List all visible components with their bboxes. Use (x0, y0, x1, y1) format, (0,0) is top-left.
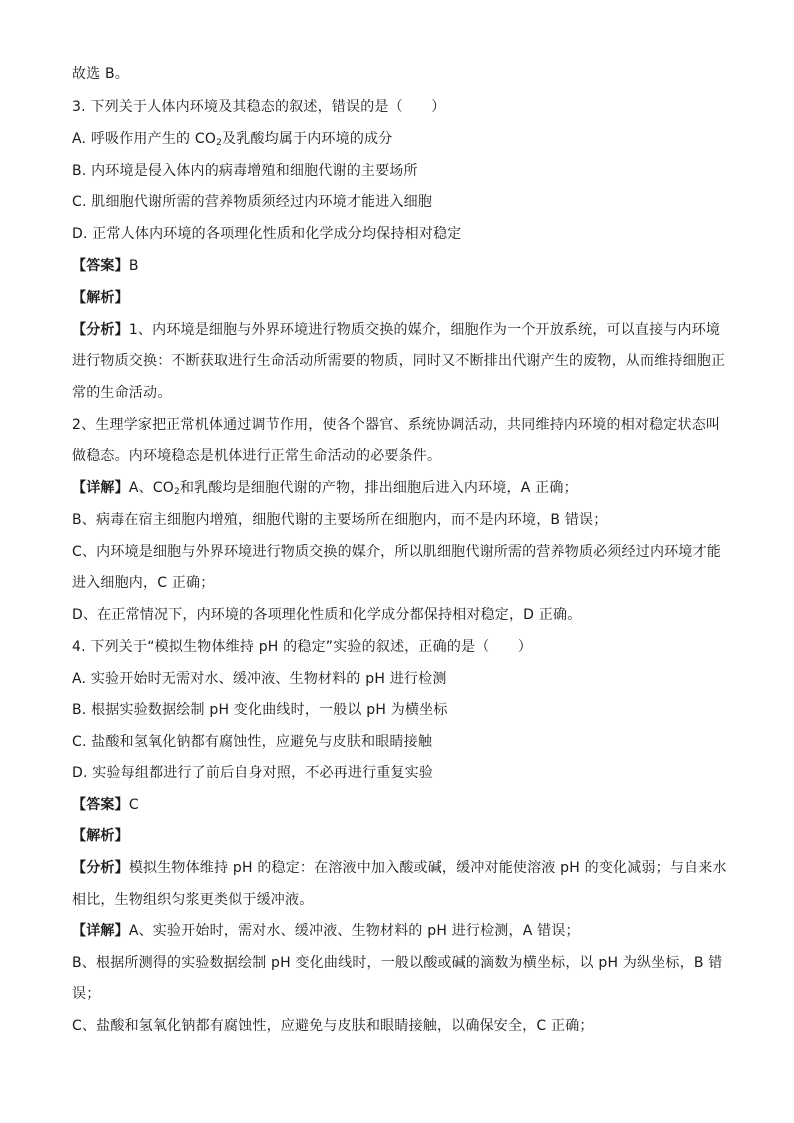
question-4-xiangjie-line-c: C、盐酸和氢氧化钠都有腐蚀性，应避免与皮肤和眼睛接触，以确保安全，C 正确； (72, 1018, 594, 1034)
fenxi-label: 【分析】 (72, 860, 129, 876)
question-4-analysis-label (72, 826, 722, 846)
question-3-xiangjie-line-a (72, 478, 722, 498)
question-3-fenxi-line-2: 进行物质交换：不断获取进行生命活动所需要的物质，同时又不断排出代谢产生的废物，从而维持细胞正 (72, 353, 726, 369)
fenxi-text: 模拟生物体维持 pH 的稳定：在溶液中加入酸或碱，缓冲对能使溶液 pH 的变化减弱；与自来水 (128, 860, 727, 876)
answer-value: B (128, 258, 139, 274)
question-3-fenxi-line-5: 做稳态。内环境稳态是机体进行正常生命活动的必要条件。 (72, 448, 442, 464)
option-a-text-post: 及乳酸均属于内环境的成分 (222, 131, 393, 147)
answer-label: 【答案】 (72, 258, 129, 274)
xiangjie-a-post: 和乳酸均是细胞代谢的产物，排出细胞后进入内环境，A 正确； (179, 480, 578, 496)
question-3-option-b: B. 内环境是侵入体内的病毒增殖和细胞代谢的主要场所 (72, 163, 418, 179)
fenxi-text: 1、内环境是细胞与外界环境进行物质交换的媒介，细胞作为一个开放系统，可以直接与内环境 (128, 322, 721, 338)
subscript: 2 (174, 487, 180, 497)
xiangjie-a-pre: A、CO (128, 480, 174, 496)
question-3-option-c: C. 肌细胞代谢所需的营养物质须经过内环境才能进入细胞 (72, 194, 433, 210)
xiangjie-label: 【详解】 (72, 480, 129, 496)
question-4-option-d: D. 实验每组都进行了前后自身对照，不必再进行重复实验 (72, 765, 434, 781)
question-4-answer (72, 795, 722, 815)
question-3-xiangjie-line-b: B、病毒在宿主细胞内增殖，细胞代谢的主要场所在细胞内，而不是内环境，B 错误； (72, 512, 608, 528)
question-3-answer (72, 256, 722, 276)
prev-conclusion: 故选 B。 (72, 66, 130, 82)
question-4-fenxi-line-1 (72, 858, 727, 878)
question-3-analysis-label (72, 288, 722, 308)
question-4-xiangjie-line-b2: 误； (72, 986, 101, 1002)
answer-label: 【答案】 (72, 797, 129, 813)
fenxi-label: 【分析】 (72, 322, 129, 338)
question-4-option-c: C. 盐酸和氢氧化钠都有腐蚀性，应避免与皮肤和眼睛接触 (72, 734, 433, 750)
analysis-label: 【解析】 (72, 290, 129, 306)
xiangjie-text: A、实验开始时，需对水、缓冲液、生物材料的 pH 进行检测，A 错误； (128, 923, 580, 939)
question-3-xiangjie-line-c: C、内环境是细胞与外界环境进行物质交换的媒介，所以肌细胞代谢所需的营养物质必须经过内环境才能 (72, 544, 721, 560)
question-4-fenxi-line-2: 相比，生物组织匀浆更类似于缓冲液。 (72, 892, 314, 908)
question-4-xiangjie-line-a (72, 921, 722, 941)
question-4-option-b: B. 根据实验数据绘制 pH 变化曲线时，一般以 pH 为横坐标 (72, 702, 448, 718)
question-4-xiangjie-line-b: B、根据所测得的实验数据绘制 pH 变化曲线时，一般以酸或碱的滴数为横坐标，以 pH 为纵坐标，B 错 (72, 955, 723, 971)
analysis-label: 【解析】 (72, 828, 129, 844)
question-3-stem: 3. 下列关于人体内环境及其稳态的叙述，错误的是（ ） (72, 99, 446, 115)
question-3-fenxi-line-1 (72, 320, 722, 340)
question-3-xiangjie-line-d: D、在正常情况下，内环境的各项理化性质和化学成分都保持相对稳定，D 正确。 (72, 607, 582, 623)
question-3-fenxi-line-4: 2、生理学家把正常机体通过调节作用，使各个器官、系统协调活动，共同维持内环境的相对稳定状态叫 (72, 417, 721, 433)
question-3-fenxi-line-3: 常的生命活动。 (72, 385, 172, 401)
subscript: 2 (216, 138, 223, 148)
question-3-xiangjie-line-c2: 进入细胞内，C 正确； (72, 575, 215, 591)
question-4-stem: 4. 下列关于“模拟生物体维持 pH 的稳定”实验的叙述，正确的是（ ） (72, 639, 533, 655)
xiangjie-label: 【详解】 (72, 923, 129, 939)
question-3-option-a (72, 129, 722, 149)
answer-value: C (128, 797, 139, 813)
question-4-option-a: A. 实验开始时无需对水、缓冲液、生物材料的 pH 进行检测 (72, 671, 447, 687)
option-a-text-pre: A. 呼吸作用产生的 CO (72, 131, 217, 147)
question-3-option-d: D. 正常人体内环境的各项理化性质和化学成分均保持相对稳定 (72, 226, 462, 242)
